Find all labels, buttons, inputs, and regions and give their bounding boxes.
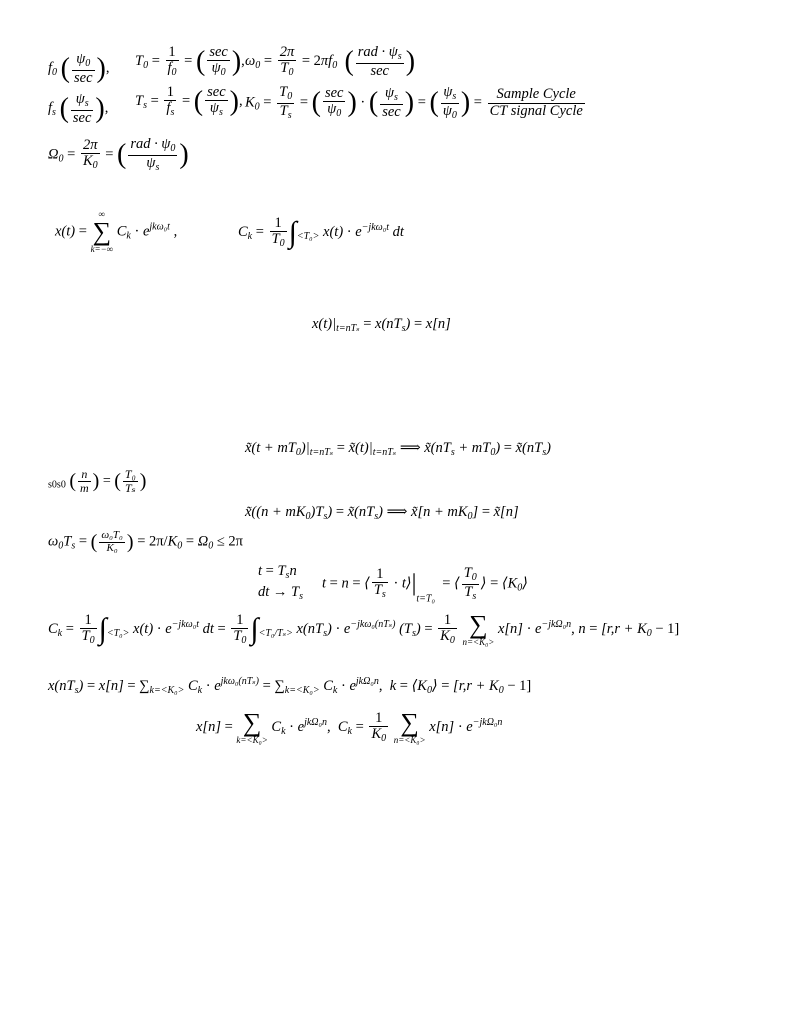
formula-Ts: $T_s$ = $\frac{1}{f_s}$ = ( $\frac{\sec}{\psi_s}$ ),: [135, 84, 243, 119]
formula-ck-ct: $C_k$ = $\frac{1}{T_0}$ $\int_{<T_0>}$ $x(t) \cdot e^{-jk\omega_0t}$ dt: [238, 215, 404, 250]
formula-f0: $f_0$ ( $\frac{\psi_0}{\sec}$ ),: [48, 51, 110, 86]
formula-T0: $T_0$ = $\frac{1}{f_0}$ = ( $\frac{\sec}{\psi_0}$ ),: [135, 44, 245, 79]
formula-w0: $\omega_0$ = $\frac{2\pi}{T_0}$ = $2\pi f_0$ ( $\frac{rad \cdot \psi_s}{\sec}$ ): [245, 44, 416, 79]
plot-x-k: [170, 800, 660, 900]
formula-dtfs: x[n] = ∑ k=<K₀> $C_k \cdot e^{jk\Omega_0n}$, $C_k$ = $\frac{1}{K_0}$ ∑ n=<K₀> $x[n] \cdot e^{-jk\Omega_0n}$: [196, 708, 503, 745]
formula-fs: $f_s$ ( $\frac{\psi_s}{\sec}$ ),: [48, 91, 109, 126]
formula-mapping: $t = T_sn$ dt → $T_s$: [258, 563, 304, 602]
formula-mapping-2: t = n = ⟨ $\frac{1}{T_s}$ · $t⟩|_{t=T_0}$ = ⟨ $\frac{T_0}{T_s}$ ⟩ = $⟨K_0⟩$: [322, 565, 528, 605]
formula-ctfs: x(t) = ∞ ∑ k=−∞ $C_k \cdot e^{jk\omega_0t}$ ,: [55, 209, 178, 254]
formula-sampling: $x(t)|_{t=nT_s} = x(nT_s) = x[n]$: [312, 316, 451, 334]
plot-x-tilde-k: [170, 920, 660, 1020]
formula-ck-derivation: $C_k$ = $\frac{1}{T_0}$ $\int_{<T_0>}$ $x(t) \cdot e^{-jk\omega_0t}$ dt = $\frac{1}{T_0}$ $\int_{<T_0/T_s>}$ $x(nT_s) \cdot e^{-jk\omega_0(nT_s)}$ $(T_s)$ = $\frac{1}{K_0}$ ∑ n=<K₀> $x[n] \cdot e^{-jk\Omega_0n}$, $n = [r,r + K_0 - 1]$: [48, 610, 680, 647]
formula-x-ns: $x(nT_s) = x[n] = \sum_{k=<K_0>}$ $C_k \cdot e^{jk\omega_0(nT_s)} = \sum_{k=<K_0>}$ $C_k \cdot e^{jk\Omega_0n}$, $k = ⟨K_0⟩ = [r,r + K_0 - 1]$: [48, 676, 532, 696]
formula-k0-periodic: x̃((n + $mK_0)T_s$) = $x̃(nT_s)$ ⟹ x̃[n + $mK_0$] = x̃[n]: [245, 504, 519, 522]
formula-Omega0: $\Omega_0$ = $\frac{2\pi}{K_0}$ = ( $\frac{rad \cdot \psi_0}{\psi_s}$ ): [48, 136, 189, 173]
formula-K0: $K_0$ = $\frac{T_0}{T_s}$ = ( $\frac{\sec}{\psi_0}$ ) · ( $\frac{\psi_s}{\sec}$ ) = ( $\frac{\psi_s}{\psi_0}$ ) = $\frac{\text{Sample Cycle}}{\text{CT signal Cycle}}$: [245, 84, 583, 121]
formula-periodicity: x̃(t + $mT_0)|_{t=nT_s}$ = $x̃(t)|_{t=nT_s}$ ⟹ $x̃(nT_s + mT_0)$ = $x̃(nT_s)$: [245, 440, 551, 458]
paragraph-assuming: $_{s0s0}$ ( $\frac{n}{m}$ ) = ( $\frac{\text{T₀}}{\text{Tₛ}}$ ): [48, 467, 147, 495]
formula-omega-ts: $\omega_0T_s$ = ( $\frac{\text{ω₀T₀}}{\text{K₀}}$ ) = $2\pi/K_0 = \Omega_0 \le 2\pi$: [48, 529, 243, 554]
